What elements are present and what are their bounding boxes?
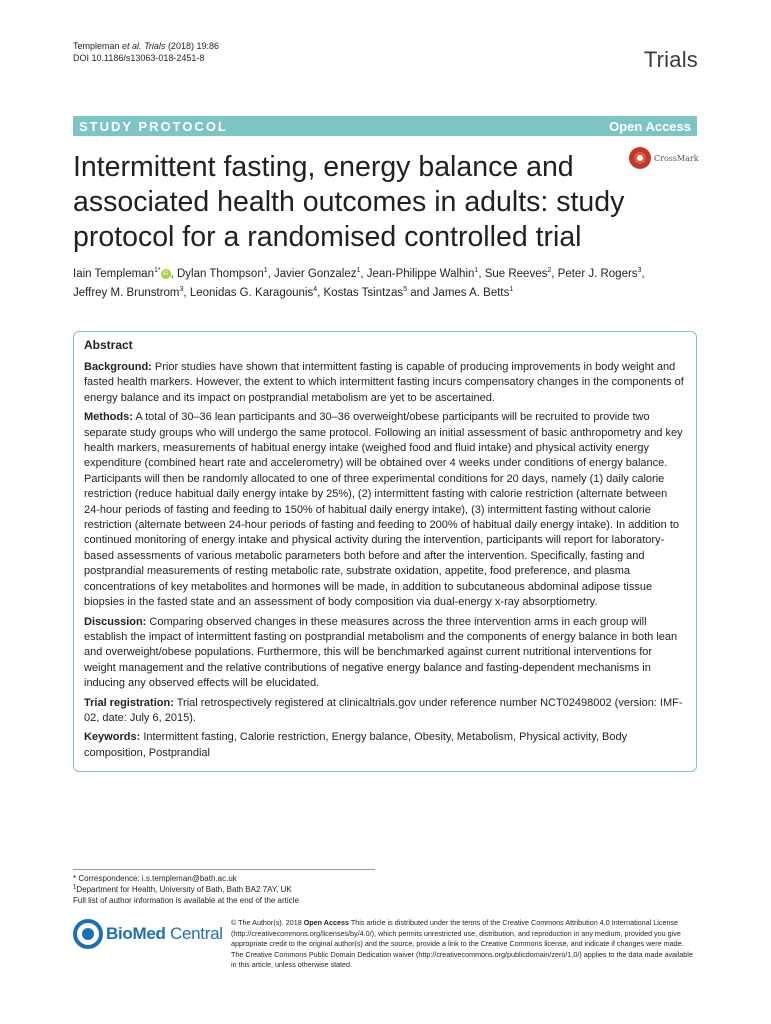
author-affiliation: 1 bbox=[356, 267, 361, 275]
article-type-banner bbox=[73, 116, 697, 136]
journal-name: Trials bbox=[643, 47, 698, 72]
author-affiliation: 1 bbox=[263, 267, 268, 275]
license-statement bbox=[231, 918, 697, 971]
abstract-background bbox=[84, 360, 686, 406]
license-copyright: © The Author(s). 2018 bbox=[231, 918, 304, 927]
affiliation-sup: 1 bbox=[73, 884, 77, 891]
abstract-heading: Abstract bbox=[84, 338, 133, 352]
author-affiliation: 5 bbox=[403, 286, 408, 294]
author-name[interactable]: Jean-Philippe Walhin bbox=[366, 268, 475, 280]
author-name[interactable]: Leonidas G. Karagounis bbox=[189, 287, 314, 299]
abstract-keywords bbox=[84, 730, 686, 761]
cite-author: Templeman bbox=[73, 41, 120, 51]
wordmark-central: Central bbox=[165, 924, 223, 943]
affiliation-note bbox=[73, 884, 299, 895]
crossmark-badge[interactable] bbox=[629, 146, 701, 170]
discussion-label: Discussion: bbox=[84, 615, 147, 628]
methods-label: Methods: bbox=[84, 411, 133, 424]
author-name[interactable]: Dylan Thompson bbox=[177, 268, 264, 280]
registration-label: Trial registration: bbox=[84, 696, 174, 709]
author-affiliation: 1 bbox=[474, 267, 479, 275]
cite-journal: Trials bbox=[144, 41, 166, 51]
doi-link[interactable]: DOI 10.1186/s13063-018-2451-8 bbox=[73, 53, 205, 63]
cite-etal: et al. bbox=[122, 41, 142, 51]
author-name[interactable]: Jeffrey M. Brunstrom bbox=[73, 287, 180, 299]
author-affiliation: 3 bbox=[179, 286, 184, 294]
abstract-discussion bbox=[84, 615, 686, 692]
abstract-registration bbox=[84, 696, 686, 727]
article-title: Intermittent fasting, energy balance and associated health outcomes in adults: study protocol for a randomised controlled trial bbox=[73, 151, 625, 253]
registration-text: Trial retrospectively registered at clinicaltrials.gov under reference number NCT02498002 (version: IMF-02, date: July 6, 2015). bbox=[84, 696, 683, 724]
author-affiliation: 2 bbox=[547, 267, 552, 275]
wordmark-bio: BioMed bbox=[106, 924, 166, 943]
background-label: Background: bbox=[84, 361, 152, 373]
author-affiliation: 4 bbox=[313, 286, 318, 294]
abstract-box bbox=[73, 331, 697, 772]
methods-text: A total of 30–36 lean participants and 30–36 overweight/obese participants will be recruited to provide two separate study groups who will undergo the same protocol. Following an initial assessment of basic anthropometry and key health markers, measurements of habitual energy intake (weighed food and fluid intake) and physical activity energy expenditure (combined heart rate and accelerometry) will be obtained over 4 weeks under conditions of energy balance. Participants will then be randomly allocated to one of three experimental conditions for 20 days, namely (1) daily calorie restriction (reduce habitual daily energy intake by 25%), (2) intermittent fasting with calorie restriction (alternate between 24-hour periods of fasting and feeding to 150% of habitual daily energy intake), (3) intermittent fasting without calorie restriction (alternate between 24-hour periods of fasting and feeding to 200% of habitual daily energy intake). In addition to continued monitoring of energy intake and physical activity during the intervention, participants will report for laboratory-based assessments of various metabolic parameters both before and after the intervention. Specifically, fasting and postprandial measurements of resting metabolic rate, substrate oxidation, appetite, food preference, and plasma concentrations of key metabolites and hormones will be made, in addition to subcutaneous abdominal adipose tissue biopsies in the fasted state and an assessment of body composition via dual-energy x-ray absorptiometry. bbox=[84, 411, 683, 609]
affiliation-text: Department for Health, University of Bath, Bath BA2 7AY, UK bbox=[76, 885, 292, 894]
author-name[interactable]: Kostas Tsintzas bbox=[323, 287, 404, 299]
biomed-central-icon bbox=[73, 919, 103, 949]
keywords-label: Keywords: bbox=[84, 731, 141, 744]
author-name[interactable]: Javier Gonzalez bbox=[274, 268, 357, 280]
orcid-icon[interactable]: iD bbox=[161, 269, 171, 279]
biomed-central-wordmark bbox=[106, 924, 223, 944]
author-name[interactable]: Peter J. Rogers bbox=[557, 268, 638, 280]
author-list: Iain Templeman$^{1*}$ iD , Dylan Thompson$^1$, Javier Gonzalez$^1$, Jean-Philippe Walhin$^1$, Sue Reeves$^2$, Peter J. Rogers$^3$, Jeffrey M. Brunstrom$^3$, Leonidas G. Karagounis$^4$, Kostas Tsintzas$^5$ and James A. Betts$^1$ bbox=[73, 267, 645, 299]
author-affiliation: 1 bbox=[509, 286, 514, 294]
author-name[interactable]: James A. Betts bbox=[432, 287, 510, 299]
author-name[interactable]: Iain Templeman bbox=[73, 268, 154, 280]
license-text: This article is distributed under the terms of the Creative Commons Attribution 4.0 International License (http://creativecommons.org/licenses/by/4.0/), which permits unrestricted use, distribution, and reproduction in any medium, provided you give appropriate credit to the original author(s) and the source, provide a link to the Creative Commons license, and indicate if changes were made. The Creative Commons Public Domain Dedication waiver (http://creativecommons.org/publicdomain/zero/1.0/) applies to the data made available in this article, unless otherwise stated. bbox=[231, 918, 693, 970]
author-name[interactable]: Sue Reeves bbox=[484, 268, 548, 280]
footnote-divider bbox=[73, 869, 375, 870]
open-access-label: Open Access bbox=[609, 118, 691, 134]
background-text: Prior studies have shown that intermittent fasting is capable of producing improvements in body weight and fasted health markers. However, the extent to which intermittent fasting incurs compensatory changes in the components of energy balance and its impact on postprandial metabolism are yet to be ascertained. bbox=[84, 361, 684, 404]
crossmark-label: CrossMark bbox=[654, 153, 699, 163]
license-open-access: Open Access bbox=[303, 918, 349, 927]
article-type-label: STUDY PROTOCOL bbox=[79, 118, 228, 134]
author-affiliation: 3 bbox=[637, 267, 642, 275]
biomed-central-logo[interactable] bbox=[73, 918, 223, 950]
author-info-note: Full list of author information is available at the end of the article bbox=[73, 896, 299, 905]
citation-header bbox=[73, 40, 219, 64]
discussion-text: Comparing observed changes in these measures across the three intervention arms in each group will establish the impact of intermittent fasting on postprandial metabolism and the components of energy balance in both lean and overweight/obese populations. Furthermore, this will be benchmarked against current nutritional interventions for weight management and the relative contributions of negative energy balance and fasting-dependent mechanisms in inducing any observed effects will be elucidated. bbox=[84, 615, 678, 690]
author-affiliation: 1* bbox=[153, 267, 161, 275]
correspondence-email[interactable]: * Correspondence: i.s.templeman@bath.ac.uk bbox=[73, 874, 237, 883]
abstract-methods bbox=[84, 410, 686, 610]
cite-year-volume: (2018) 19:86 bbox=[167, 41, 219, 51]
footnotes bbox=[73, 873, 299, 906]
keywords-text: Intermittent fasting, Calorie restriction, Energy balance, Obesity, Metabolism, Physical activity, Body composition, Postprandial bbox=[84, 731, 628, 759]
